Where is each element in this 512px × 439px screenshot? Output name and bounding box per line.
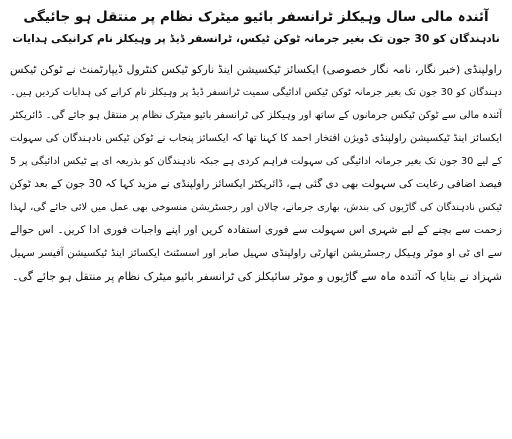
subheadline: نادہندگان کو 30 جون تک بغیر جرمانہ ٹوکن ٹیکس، ٹرانسفر ڈیڈ پر وہیکلز نام کرانیکی ہدایات [12, 32, 500, 45]
article-body [10, 58, 502, 288]
headline: آئندہ مالی سال وہیکلز ٹرانسفر بائیو میٹرک نظام پر منتقل ہو جائیگی [23, 9, 489, 25]
body-line: شہزاد نے بتایا کہ آئندہ ماہ سے گاڑیوں و موٹر سائیکلز کی ٹرانسفر بائیو میٹرک نظام پر منتقل ہو جائے گی۔ [12, 270, 502, 283]
body-line: راولپنڈی (خبر نگار، نامہ نگار خصوصی) ایکسائز ٹیکسیشن اینڈ نارکو ٹیکس کنٹرول ڈیپارٹمنٹ نے ٹوکن ٹیکس [10, 63, 502, 76]
body-line: سے ای ٹی او موٹر وہیکل رجسٹریشن اتھارٹی راولپنڈی سہیل صابر اور اسسٹنٹ ایکسائز اینڈ ٹیکسیشن آفیسر سہیل [10, 248, 502, 259]
body-line: فیصد اضافی رعایت کی سہولت بھی دی گئی ہے، ڈائریکٹر ایکسائز راولپنڈی نے مزید کہا کہ 30 جون کے بعد ٹوکن [10, 178, 502, 190]
body-line: ٹیکس نادہندگان کی گاڑیوں کی بندش، بھاری جرمانے، چالان اور رجسٹریشن منسوخی بھی عمل میں لائی جائے گی، لہذا [10, 202, 502, 213]
body-line: دہندگان کو 30 جون تک بغیر جرمانہ ٹوکن ٹیکس ادائیگی سمیت ٹرانسفر ڈیڈ پر وہیکلز نام کرانے کی ہدایات کردیں ہیں۔ [10, 87, 502, 98]
body-line: ایکسائز اینڈ ٹیکسیشن راولپنڈی ڈویژن افتخار احمد کا کہنا تھا کہ ایکسائز پنجاب نے ٹوکن ٹیکس نادہندگان کی سہولت [10, 133, 502, 144]
body-line: آئندہ مالی سے ٹوکن ٹیکس جرمانوں کے ساتھ اور وہیکلز کی ٹرانسفر بائیو میٹرک نظام پر منتقل ہو جائے گی۔ ڈائریکٹر [10, 110, 502, 121]
body-line: کے لیے 30 جون تک بغیر جرمانہ ادائیگی کی سہولت فراہم کردی ہے جبکہ نادہندگان کو بذریعہ ای پے ٹیکس ادائیگی پر 5 [10, 156, 502, 167]
body-line: زحمت سے بچنے کے لیے شہری اس سہولت سے فوری استفادہ کریں اور اپنے واجبات فوری ادا کریں۔ اس حوالے [10, 224, 502, 236]
